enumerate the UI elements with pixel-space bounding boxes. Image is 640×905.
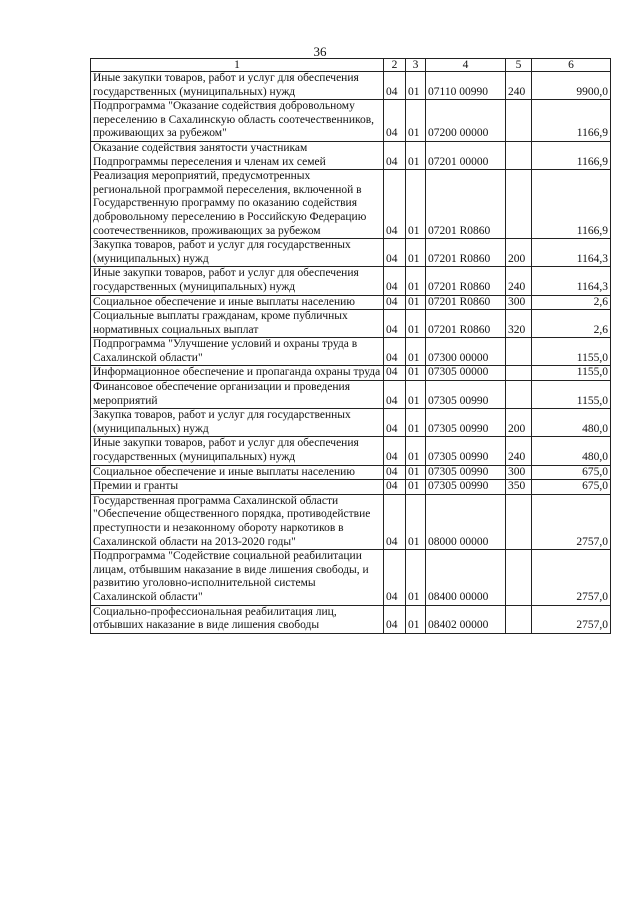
row-name-cell: Информационное обеспечение и пропаганда охраны труда [91, 366, 384, 381]
row-name-cell: Закупка товаров, работ и услуг для государственных (муниципальных) нужд [91, 239, 384, 267]
table-row [91, 437, 611, 465]
subsection-code-cell: 01 [406, 381, 426, 409]
section-code-cell: 04 [384, 100, 406, 142]
target-article-cell: 07305 00990 [426, 437, 506, 465]
table-row [91, 338, 611, 366]
subsection-code-cell: 01 [406, 338, 426, 366]
target-article-cell: 07305 00990 [426, 480, 506, 495]
expense-type-cell: 300 [506, 465, 532, 480]
subsection-code-cell: 01 [406, 366, 426, 381]
row-name-cell: Подпрограмма "Содействие социальной реабилитации лицам, отбывшим наказание в виде лишения свободы, и развитию уголовно-исполнительной системы Сахалинской области" [91, 550, 384, 605]
expense-type-cell [506, 605, 532, 633]
section-code-cell: 04 [384, 239, 406, 267]
row-name-cell: Финансовое обеспечение организации и проведения мероприятий [91, 381, 384, 409]
expense-type-cell: 200 [506, 239, 532, 267]
row-name-cell: Подпрограмма "Оказание содействия добровольному переселению в Сахалинскую область соотечественников, проживающих за рубежом" [91, 100, 384, 142]
row-name-cell: Реализация мероприятий, предусмотренных региональной программой переселения, включенной в Государственную программу по оказанию содействия добровольному переселению в Российскую Федерацию соотечественников, проживающих за рубежом [91, 170, 384, 239]
section-code-cell: 04 [384, 338, 406, 366]
target-article-cell: 07305 00990 [426, 465, 506, 480]
subsection-code-cell: 01 [406, 437, 426, 465]
section-code-cell: 04 [384, 310, 406, 338]
amount-cell: 675,0 [532, 480, 611, 495]
target-article-cell: 07201 R0860 [426, 267, 506, 295]
table-row [91, 480, 611, 495]
subsection-code-cell: 01 [406, 605, 426, 633]
target-article-cell: 08402 00000 [426, 605, 506, 633]
expense-type-cell [506, 338, 532, 366]
section-code-cell: 04 [384, 381, 406, 409]
section-code-cell: 04 [384, 170, 406, 239]
table-row [91, 170, 611, 239]
amount-cell: 1166,9 [532, 170, 611, 239]
section-code-cell: 04 [384, 605, 406, 633]
header-col-3: 3 [406, 59, 426, 72]
amount-cell: 2757,0 [532, 494, 611, 549]
target-article-cell: 08000 00000 [426, 494, 506, 549]
expense-type-cell: 300 [506, 295, 532, 310]
expense-type-cell: 240 [506, 72, 532, 100]
subsection-code-cell: 01 [406, 480, 426, 495]
amount-cell: 675,0 [532, 465, 611, 480]
subsection-code-cell: 01 [406, 170, 426, 239]
target-article-cell: 07305 00990 [426, 409, 506, 437]
expense-type-cell [506, 141, 532, 169]
table-row [91, 409, 611, 437]
target-article-cell: 08400 00000 [426, 550, 506, 605]
section-code-cell: 04 [384, 295, 406, 310]
row-name-cell: Иные закупки товаров, работ и услуг для обеспечения государственных (муниципальных) нужд [91, 267, 384, 295]
table-row [91, 494, 611, 549]
row-name-cell: Социальные выплаты гражданам, кроме публичных нормативных социальных выплат [91, 310, 384, 338]
subsection-code-cell: 01 [406, 295, 426, 310]
section-code-cell: 04 [384, 141, 406, 169]
section-code-cell: 04 [384, 437, 406, 465]
row-name-cell: Социально-профессиональная реабилитация лиц, отбывших наказание в виде лишения свободы [91, 605, 384, 633]
section-code-cell: 04 [384, 409, 406, 437]
table-row [91, 141, 611, 169]
section-code-cell: 04 [384, 72, 406, 100]
section-code-cell: 04 [384, 267, 406, 295]
subsection-code-cell: 01 [406, 239, 426, 267]
section-code-cell: 04 [384, 465, 406, 480]
table-row [91, 72, 611, 100]
section-code-cell: 04 [384, 480, 406, 495]
subsection-code-cell: 01 [406, 310, 426, 338]
table-row [91, 310, 611, 338]
table-row [91, 381, 611, 409]
target-article-cell: 07110 00990 [426, 72, 506, 100]
row-name-cell: Иные закупки товаров, работ и услуг для обеспечения государственных (муниципальных) нужд [91, 72, 384, 100]
subsection-code-cell: 01 [406, 100, 426, 142]
subsection-code-cell: 01 [406, 409, 426, 437]
amount-cell: 1166,9 [532, 100, 611, 142]
subsection-code-cell: 01 [406, 141, 426, 169]
target-article-cell: 07201 R0860 [426, 310, 506, 338]
target-article-cell: 07201 00000 [426, 141, 506, 169]
amount-cell: 480,0 [532, 437, 611, 465]
amount-cell: 1155,0 [532, 381, 611, 409]
amount-cell: 1164,3 [532, 267, 611, 295]
row-name-cell: Закупка товаров, работ и услуг для государственных (муниципальных) нужд [91, 409, 384, 437]
section-code-cell: 04 [384, 366, 406, 381]
expense-type-cell [506, 494, 532, 549]
target-article-cell: 07305 00000 [426, 366, 506, 381]
expense-type-cell: 240 [506, 267, 532, 295]
amount-cell: 1166,9 [532, 141, 611, 169]
table-row [91, 366, 611, 381]
expense-type-cell: 200 [506, 409, 532, 437]
amount-cell: 9900,0 [532, 72, 611, 100]
header-col-6: 6 [532, 59, 611, 72]
row-name-cell: Социальное обеспечение и иные выплаты населению [91, 295, 384, 310]
amount-cell: 1155,0 [532, 338, 611, 366]
subsection-code-cell: 01 [406, 494, 426, 549]
subsection-code-cell: 01 [406, 72, 426, 100]
target-article-cell: 07200 00000 [426, 100, 506, 142]
subsection-code-cell: 01 [406, 465, 426, 480]
subsection-code-cell: 01 [406, 550, 426, 605]
target-article-cell: 07201 R0860 [426, 239, 506, 267]
expense-type-cell: 350 [506, 480, 532, 495]
expense-type-cell [506, 381, 532, 409]
table-body [91, 72, 611, 634]
target-article-cell: 07201 R0860 [426, 170, 506, 239]
table-row [91, 239, 611, 267]
row-name-cell: Подпрограмма "Улучшение условий и охраны труда в Сахалинской области" [91, 338, 384, 366]
row-name-cell: Иные закупки товаров, работ и услуг для обеспечения государственных (муниципальных) нужд [91, 437, 384, 465]
target-article-cell: 07305 00990 [426, 381, 506, 409]
header-col-4: 4 [426, 59, 506, 72]
table-row [91, 295, 611, 310]
page-number: 36 [313, 44, 327, 59]
amount-cell: 2757,0 [532, 605, 611, 633]
expense-type-cell [506, 550, 532, 605]
row-name-cell: Оказание содействия занятости участникам Подпрограммы переселения и членам их семей [91, 141, 384, 169]
table-row [91, 100, 611, 142]
header-col-5: 5 [506, 59, 532, 72]
section-code-cell: 04 [384, 550, 406, 605]
subsection-code-cell: 01 [406, 267, 426, 295]
amount-cell: 2,6 [532, 310, 611, 338]
target-article-cell: 07300 00000 [426, 338, 506, 366]
row-name-cell: Социальное обеспечение и иные выплаты населению [91, 465, 384, 480]
table-row [91, 605, 611, 633]
amount-cell: 480,0 [532, 409, 611, 437]
expense-type-cell: 240 [506, 437, 532, 465]
expense-type-cell [506, 366, 532, 381]
amount-cell: 1155,0 [532, 366, 611, 381]
expense-type-cell: 320 [506, 310, 532, 338]
header-row [91, 59, 611, 72]
row-name-cell: Премии и гранты [91, 480, 384, 495]
row-name-cell: Государственная программа Сахалинской области "Обеспечение общественного порядка, противодействие преступности и незаконному обороту наркотиков в Сахалинской области на 2013-2020 годы" [91, 494, 384, 549]
target-article-cell: 07201 R0860 [426, 295, 506, 310]
budget-table [90, 58, 611, 634]
amount-cell: 2,6 [532, 295, 611, 310]
expense-type-cell [506, 170, 532, 239]
table-row [91, 465, 611, 480]
table-row [91, 550, 611, 605]
amount-cell: 2757,0 [532, 550, 611, 605]
table-row [91, 267, 611, 295]
header-col-2: 2 [384, 59, 406, 72]
header-col-1: 1 [91, 59, 384, 72]
expense-type-cell [506, 100, 532, 142]
section-code-cell: 04 [384, 494, 406, 549]
amount-cell: 1164,3 [532, 239, 611, 267]
